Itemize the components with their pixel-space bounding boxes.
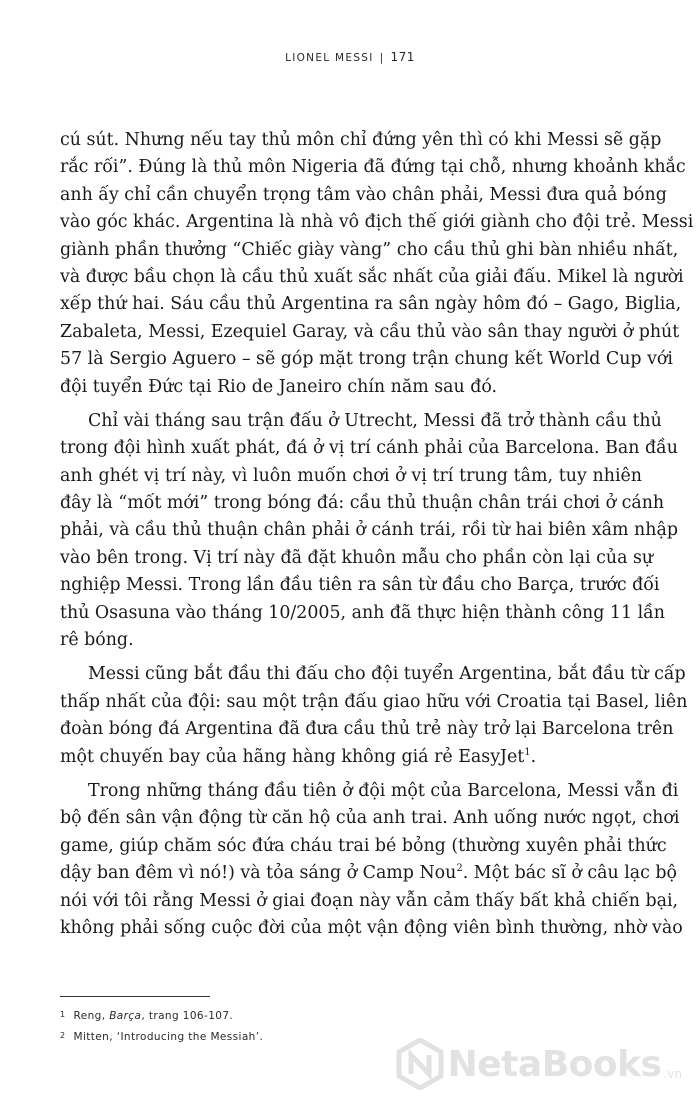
text-line <box>60 237 679 264</box>
paragraph-gap <box>60 401 642 408</box>
text-line-content: nói với tôi rằng Messi ở giai đoạn này vẫn cảm thấy bất khả chiến bại, <box>60 890 679 911</box>
neta-logo-icon <box>396 1038 444 1090</box>
text-line-content: rắc rối”. Đúng là thủ môn Nigeria đã đứng tại chỗ, nhưng khoảnh khắc <box>60 157 686 178</box>
text-line <box>60 264 684 291</box>
text-line <box>60 833 667 860</box>
text-line-content: thấp nhất của đội: sau một trận đấu giao hữu với Croatia tại Basel, liên <box>60 691 688 712</box>
text-line <box>60 463 642 490</box>
text-line-continuation: . Một bác sĩ ở câu lạc bộ <box>462 863 678 884</box>
header-separator: | <box>379 52 385 64</box>
text-line <box>60 915 683 942</box>
footnote-divider <box>60 996 210 997</box>
text-line-content: Chỉ vài tháng sau trận đấu ở Utrecht, Messi đã trở thành cầu thủ <box>88 410 662 431</box>
text-line-content: phải, và cầu thủ thuận chân phải ở cánh trái, rồi từ hai biên xâm nhập <box>60 520 678 541</box>
text-line-content: không phải sống cuộc đời của một vận động viên bình thường, nhờ vào <box>60 917 683 938</box>
text-line-content: trong đội hình xuất phát, đá ở vị trí cánh phải của Barcelona. Ban đầu <box>60 438 678 459</box>
text-line <box>60 408 662 435</box>
text-line <box>60 127 662 154</box>
text-line <box>60 689 688 716</box>
text-line-content: game, giúp chăm sóc đứa cháu trai bé bỏng (thường xuyên phải thức <box>60 835 667 856</box>
text-line <box>60 860 678 887</box>
text-line-content: anh ấy chỉ cần chuyển trọng tâm vào chân phải, Messi đưa quả bóng <box>60 184 667 205</box>
text-line <box>60 182 667 209</box>
text-line <box>60 661 686 688</box>
text-line <box>60 517 678 544</box>
text-line <box>60 374 642 401</box>
running-header-title: LIONEL MESSI <box>285 52 374 64</box>
text-line <box>60 435 678 462</box>
text-line-content: đoàn bóng đá Argentina đã đưa cầu thủ trẻ này trở lại Barcelona trên <box>60 719 674 740</box>
text-line <box>60 319 680 346</box>
watermark-suffix: .vn <box>663 1067 682 1081</box>
text-line-content: vào góc khác. Argentina là nhà vô địch thế giới giành cho đội trẻ. Messi <box>60 212 694 233</box>
text-line-content: dậy ban đêm vì nó!) và tỏa sáng ở Camp Nou <box>60 863 457 884</box>
footnote-title: Barça <box>109 1010 142 1022</box>
text-line <box>60 291 682 318</box>
footnote-ref[interactable]: 2 <box>456 863 463 875</box>
text-line-content: thủ Osasuna vào tháng 10/2005, anh đã thực hiện thành công 11 lần <box>60 602 665 623</box>
text-line-content: Trong những tháng đầu tiên ở đội một của Barcelona, Messi vẫn đi <box>88 780 679 801</box>
paragraph-gap <box>60 771 642 778</box>
text-line <box>60 572 660 599</box>
text-line-content: Zabaleta, Messi, Ezequiel Garay, và cầu thủ vào sân thay người ở phút <box>60 321 680 342</box>
footnote-text: Reng, <box>73 1010 110 1022</box>
paragraph-gap <box>60 654 642 661</box>
text-line <box>60 744 642 771</box>
text-line-content: cú sút. Nhưng nếu tay thủ môn chỉ đứng yên thì có khi Messi sẽ gặp <box>60 130 662 150</box>
footnote-mark: 1 <box>60 1010 66 1019</box>
footnote-mark: 2 <box>60 1031 66 1040</box>
text-line-content: giành phần thưởng “Chiếc giày vàng” cho cầu thủ ghi bàn nhiều nhất, <box>60 239 679 260</box>
footnote-ref[interactable]: 1 <box>524 746 531 758</box>
body-text <box>60 127 694 942</box>
text-line-content: một chuyến bay của hãng hàng không giá rẻ EasyJet <box>60 746 525 767</box>
text-line-content: anh ghét vị trí này, vì luôn muốn chơi ở vị trí trung tâm, tuy nhiên <box>60 465 642 486</box>
text-line-continuation: . <box>530 746 537 767</box>
text-line <box>60 154 686 181</box>
text-line-content: vào bên trong. Vị trí này đã đặt khuôn mẫu cho phần còn lại của sự <box>60 547 654 568</box>
text-line-content: đội tuyển Đức tại Rio de Janeiro chín năm sau đó. <box>60 376 498 397</box>
watermark-text: NetaBooks <box>447 1043 662 1085</box>
text-line-content: xếp thứ hai. Sáu cầu thủ Argentina ra sân ngày hôm đó – Gago, Biglia, <box>60 294 682 315</box>
text-line <box>60 545 654 572</box>
footnote-text: Mitten, ‘Introducing the Messiah’. <box>73 1031 264 1043</box>
text-line <box>60 778 679 805</box>
watermark <box>396 1038 682 1090</box>
text-line <box>60 716 674 743</box>
text-line <box>60 209 694 236</box>
text-line-content: nghiệp Messi. Trong lần đầu tiên ra sân từ đầu cho Barça, trước đối <box>60 575 660 596</box>
text-line <box>60 600 665 627</box>
text-line <box>60 490 665 517</box>
text-line-content: và được bầu chọn là cầu thủ xuất sắc nhất của giải đấu. Mikel là người <box>60 266 684 287</box>
text-line-content: Messi cũng bắt đầu thi đấu cho đội tuyển Argentina, bắt đầu từ cấp <box>88 664 686 685</box>
text-line-content: rê bóng. <box>60 630 134 651</box>
text-line-content: 57 là Sergio Aguero – sẽ góp mặt trong trận chung kết World Cup với <box>60 349 673 370</box>
text-line-content: đây là “mốt mới” trong bóng đá: cầu thủ thuận chân trái chơi ở cánh <box>60 493 665 514</box>
text-line <box>60 888 679 915</box>
page-number: 171 <box>390 50 415 64</box>
footnote-text: , trang 106-107. <box>141 1010 234 1022</box>
running-header <box>0 50 700 64</box>
text-line <box>60 346 673 373</box>
text-line <box>60 627 642 654</box>
text-line-content: bộ đến sân vận động từ căn hộ của anh trai. Anh uống nước ngọt, chơi <box>60 808 680 829</box>
text-line <box>60 805 680 832</box>
footnote-item <box>60 1005 560 1026</box>
